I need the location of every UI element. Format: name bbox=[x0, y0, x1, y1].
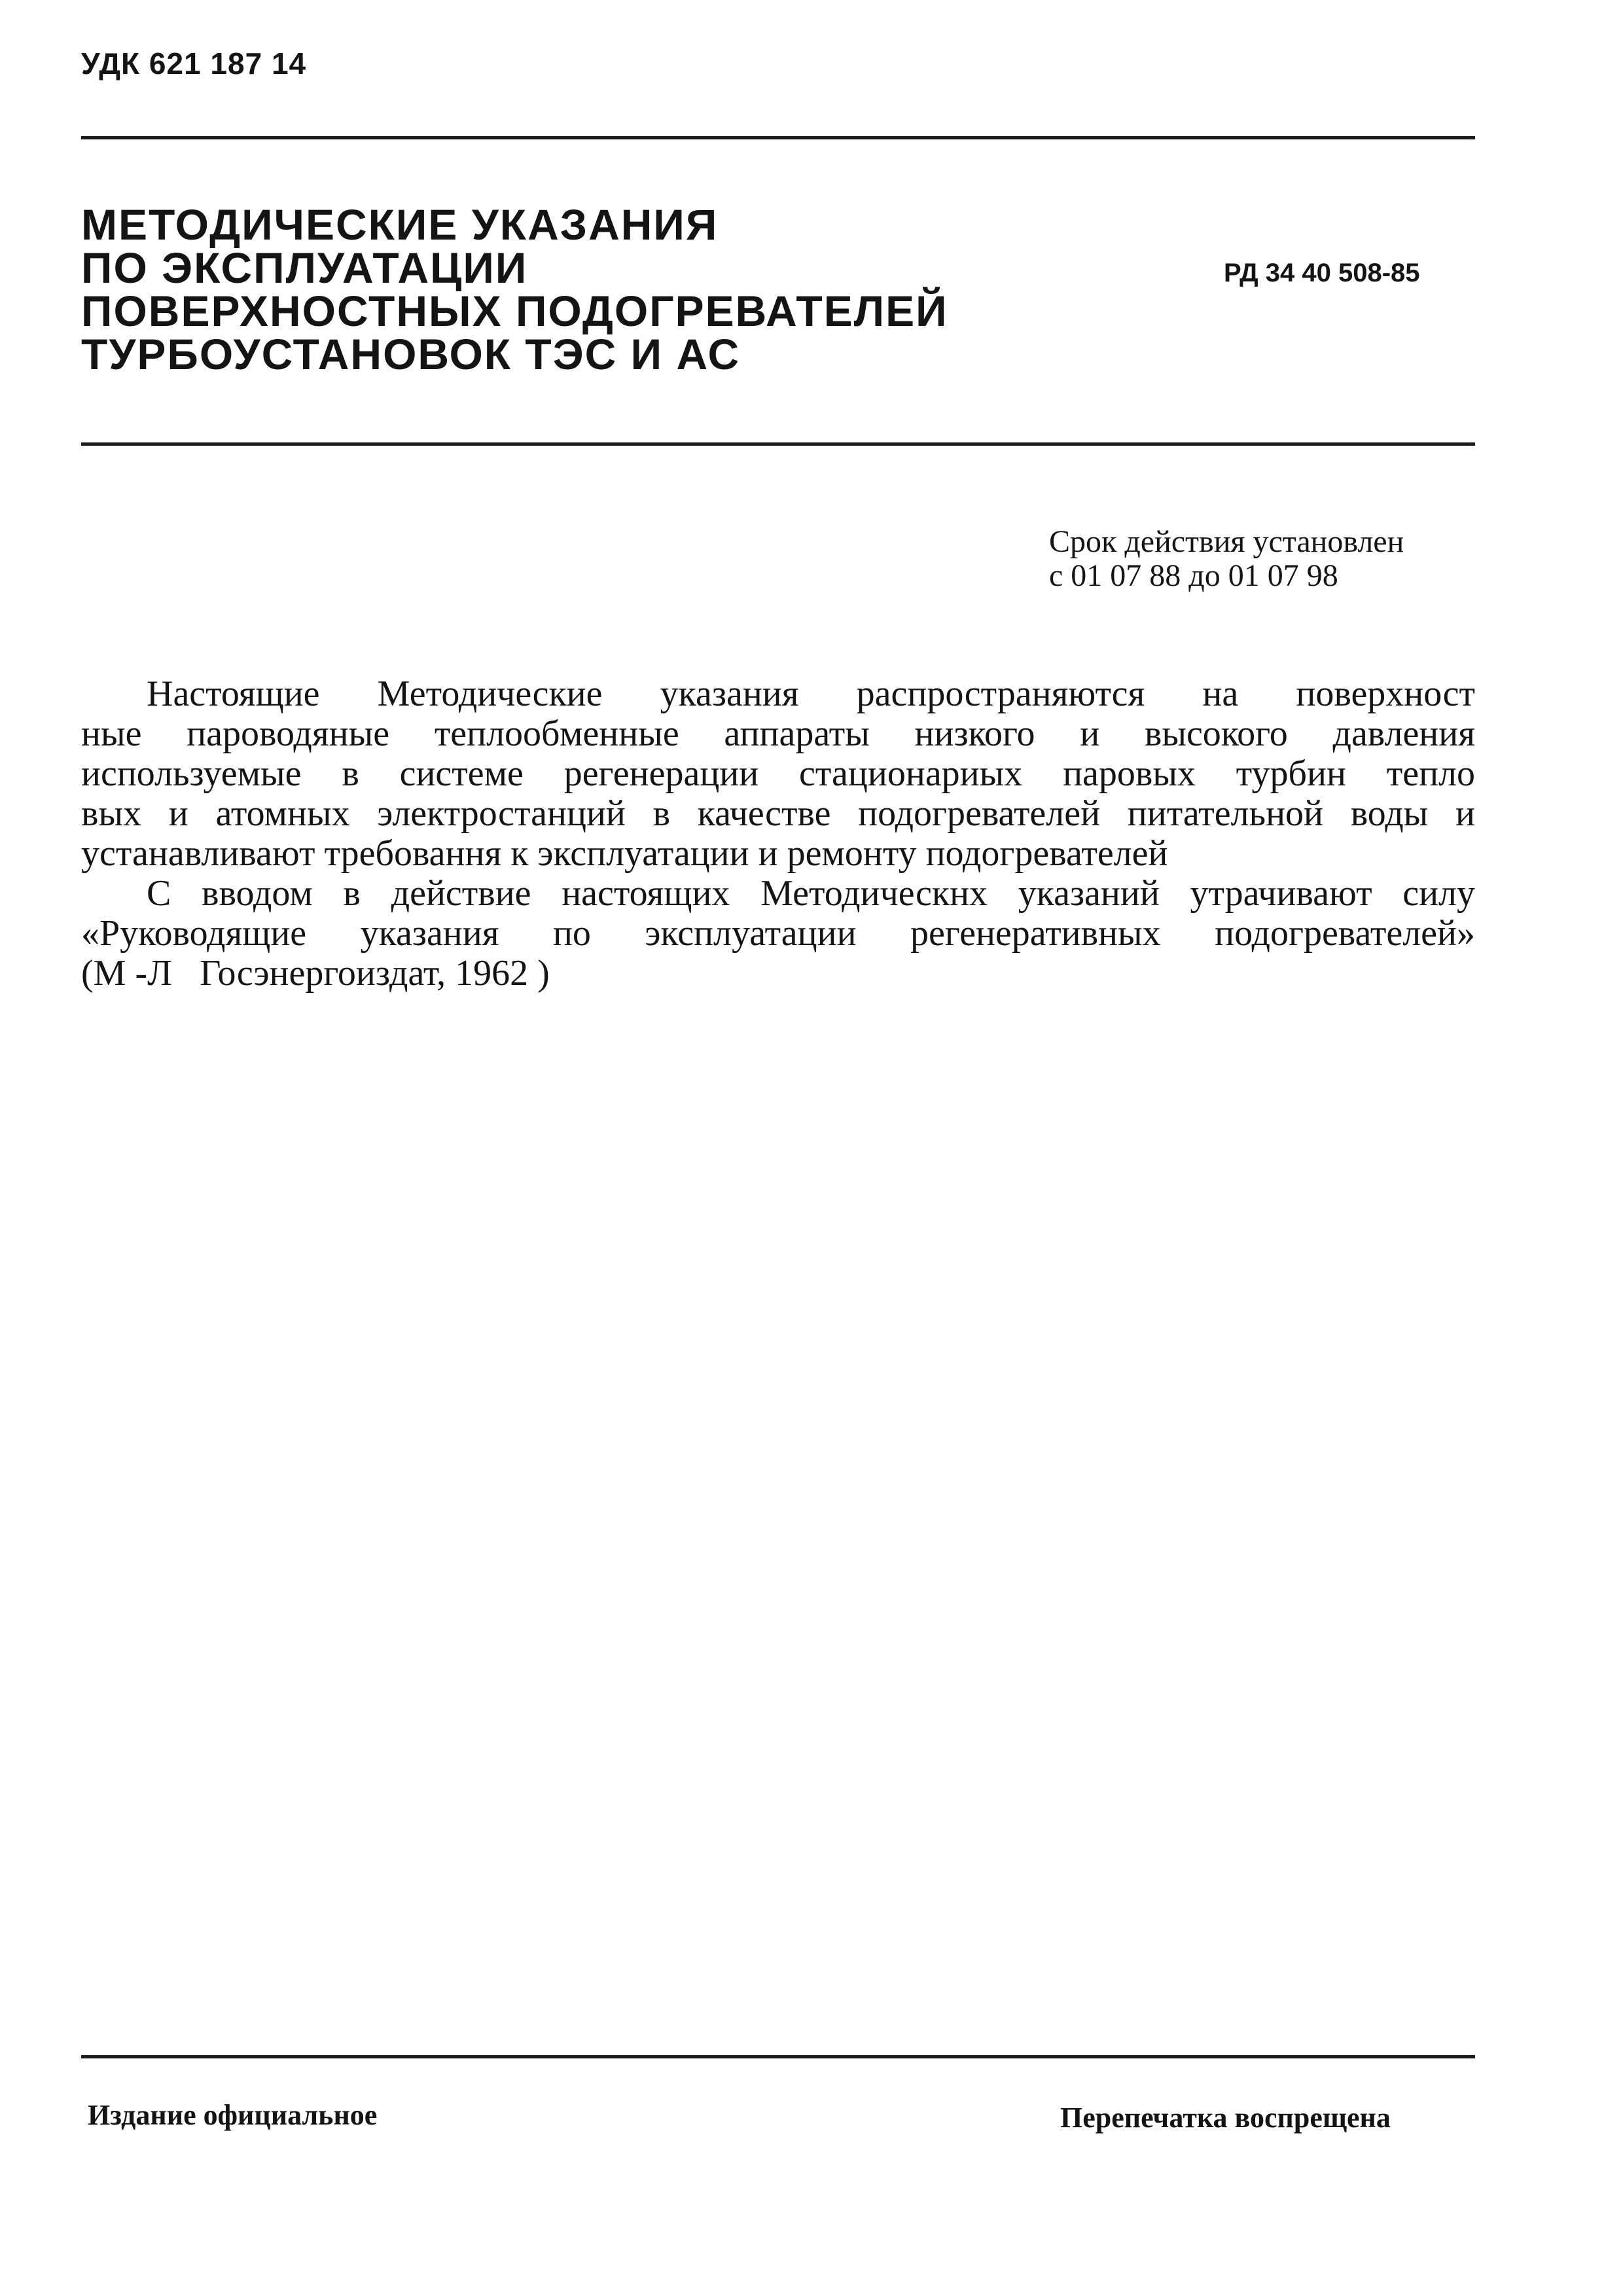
paragraph-1-line-2: ные пароводяные теплообменные аппараты низкого и высокого давления bbox=[81, 713, 1475, 754]
paragraph-1-line-5: устанавливают требовання к эксплуатации и ремонту подогревателей bbox=[81, 833, 1168, 874]
reprint-prohibited-label: Перепечатка воспрещена bbox=[1060, 2102, 1391, 2134]
paragraph-1-line-1: Настоящие Методические указания распространяются на поверхност bbox=[147, 673, 1475, 714]
footer-divider bbox=[81, 2055, 1475, 2058]
paragraph-2-line-3: (М -Л Госэнергоиздат, 1962 ) bbox=[81, 953, 550, 994]
official-edition-label: Издание официальное bbox=[88, 2099, 378, 2131]
paragraph-2-line-2: «Руководящие указания по эксплуатации регенеративных подогревателей» bbox=[81, 913, 1475, 954]
title-line-2: ПО ЭКСПЛУАТАЦИИ bbox=[81, 243, 528, 292]
validity-line-2: с 01 07 88 до 01 07 98 bbox=[1049, 558, 1338, 593]
body-text bbox=[81, 674, 1475, 994]
document-code: РД 34 40 508-85 bbox=[1224, 259, 1420, 287]
udk-code: УДК 621 187 14 bbox=[81, 46, 307, 81]
title-divider bbox=[81, 442, 1475, 446]
top-divider bbox=[81, 136, 1475, 139]
validity-block bbox=[1049, 525, 1404, 593]
paragraph-2-line-1: С вводом в действие настоящих Методическнх указаний утрачивают силу bbox=[147, 873, 1475, 914]
validity-line-1: Срок действия установлен bbox=[1049, 524, 1404, 559]
title-line-1: МЕТОДИЧЕСКИЕ УКАЗАНИЯ bbox=[81, 200, 719, 249]
paragraph-1-line-4: вых и атомных электростанций в качестве подогревателей питательной воды и bbox=[81, 793, 1475, 834]
paragraph-1-line-3: используемые в системе регенерации стационариых паровых турбин тепло bbox=[81, 753, 1475, 794]
title-line-3: ПОВЕРХНОСТНЫХ ПОДОГРЕВАТЕЛЕЙ bbox=[81, 287, 948, 335]
document-title bbox=[81, 200, 948, 378]
title-line-4: ТУРБОУСТАНОВОК ТЭС И АС bbox=[81, 330, 741, 378]
